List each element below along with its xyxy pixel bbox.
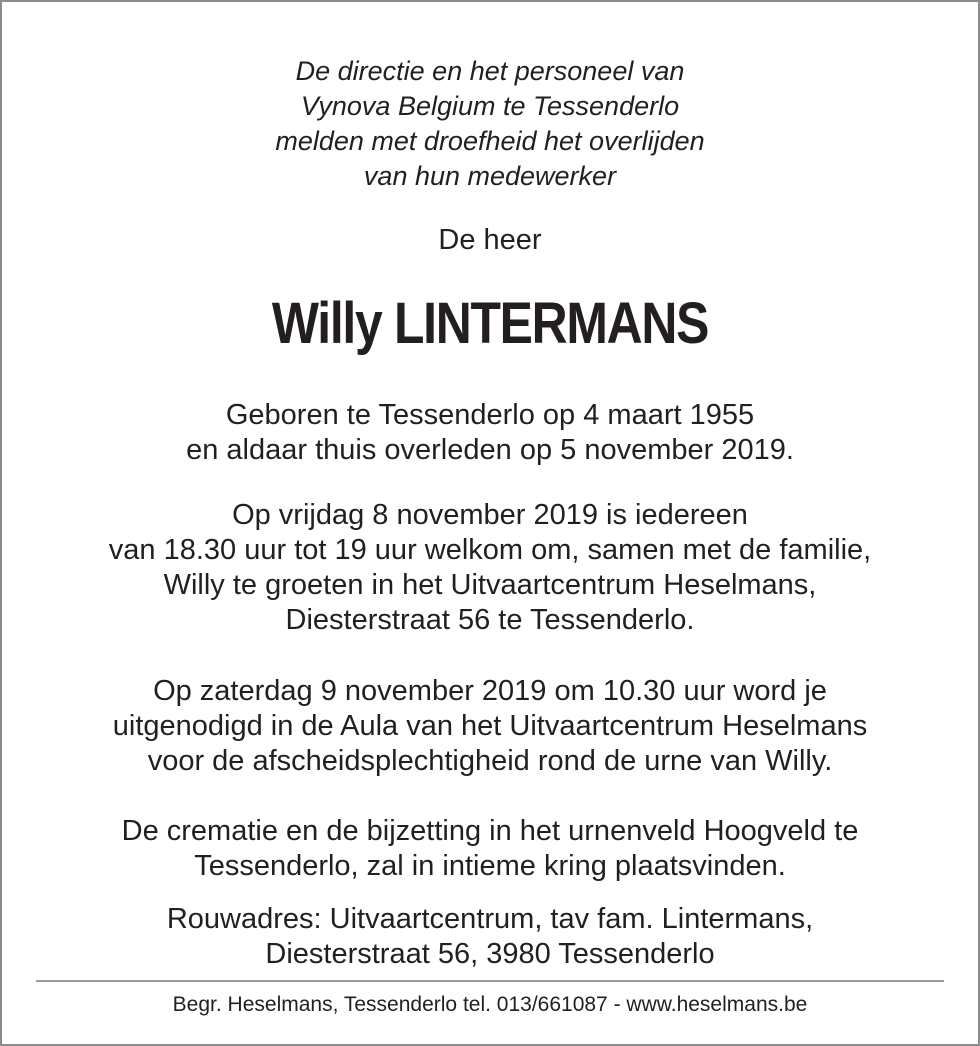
birth-death-line: Geboren te Tessenderlo op 4 maart 1955	[225, 399, 755, 431]
ceremony-line: Op zaterdag 9 november 2019 om 10.30 uur word je	[153, 675, 827, 707]
intro-line: van hun medewerker	[363, 161, 617, 191]
intro-line: De directie en het personeel van	[295, 56, 685, 86]
birth-death-line: en aldaar thuis overleden op 5 november 2019.	[186, 434, 794, 466]
intro-text	[0, 54, 980, 194]
birth-death-text	[0, 398, 980, 468]
cremation-line: De crematie en de bijzetting in het urnenveld Hoogveld te	[121, 815, 859, 847]
cremation-text	[0, 814, 980, 884]
funeral-home-footer: Begr. Heselmans, Tessenderlo tel. 013/661087 - www.heselmans.be	[172, 993, 808, 1016]
deceased-name: Willy LINTERMANS	[271, 291, 709, 356]
visitation-line: Op vrijdag 8 november 2019 is iedereen	[232, 499, 748, 531]
visitation-line: Willy te groeten in het Uitvaartcentrum Heselmans,	[163, 569, 817, 601]
visitation-text	[0, 498, 980, 638]
ceremony-line: voor de afscheidsplechtigheid rond de urne van Willy.	[147, 745, 833, 777]
ceremony-text	[0, 674, 980, 779]
cremation-line: Tessenderlo, zal in intieme kring plaatsvinden.	[194, 850, 786, 882]
intro-line: melden met droefheid het overlijden	[275, 126, 705, 156]
visitation-line: van 18.30 uur tot 19 uur welkom om, samen met de familie,	[108, 534, 872, 566]
intro-line: Vynova Belgium te Tessenderlo	[300, 91, 680, 121]
ceremony-line: uitgenodigd in de Aula van het Uitvaartcentrum Heselmans	[112, 710, 868, 742]
honorific: De heer	[438, 224, 542, 256]
mourning-address-line: Rouwadres: Uitvaartcentrum, tav fam. Lintermans,	[166, 903, 814, 935]
mourning-address-line: Diesterstraat 56, 3980 Tessenderlo	[265, 938, 715, 970]
footer-divider	[36, 980, 944, 982]
visitation-line: Diesterstraat 56 te Tessenderlo.	[285, 604, 695, 636]
mourning-address	[0, 902, 980, 972]
